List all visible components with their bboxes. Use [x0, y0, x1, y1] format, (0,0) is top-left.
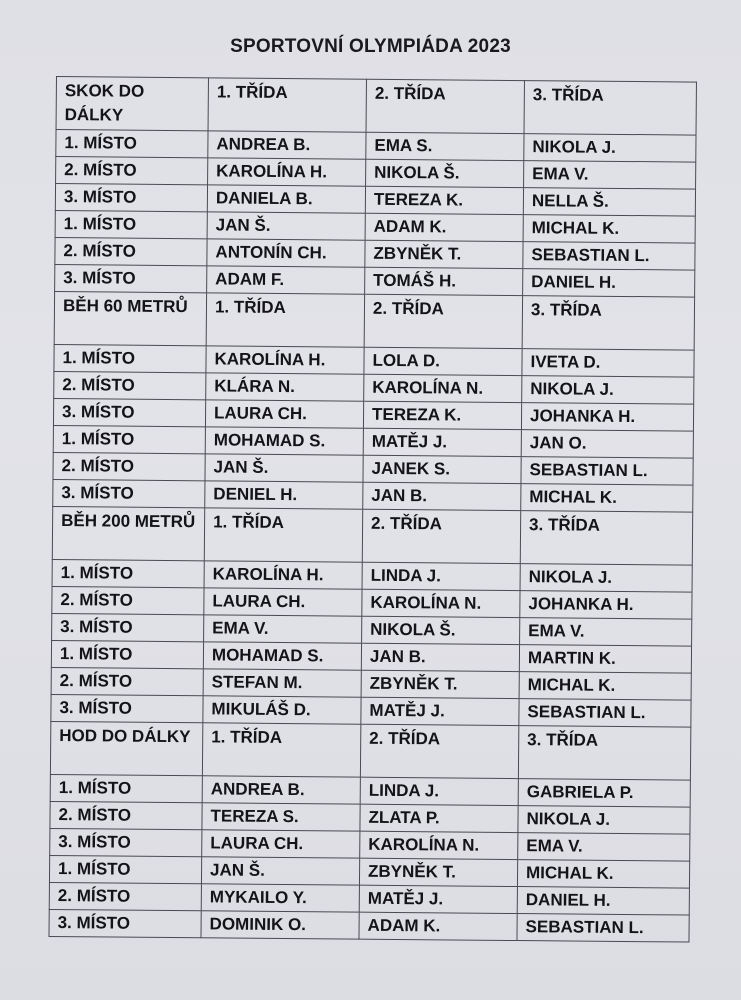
class-header: 2. TŘÍDA — [362, 509, 520, 563]
winner-cell: LINDA J. — [362, 562, 520, 590]
winner-cell: TEREZA K. — [363, 401, 521, 429]
winner-cell: KAROLÍNA H. — [208, 158, 366, 186]
results-body — [49, 77, 696, 943]
place-cell: 1. MÍSTO — [53, 425, 205, 453]
class-header: 1. TŘÍDA — [206, 293, 364, 347]
place-cell: 3. MÍSTO — [53, 398, 205, 426]
place-cell: 1. MÍSTO — [52, 559, 204, 587]
winner-cell: MICHAL K. — [523, 215, 695, 243]
winner-cell: NIKOLA Š. — [366, 159, 524, 187]
winner-cell: DOMINIK O. — [201, 911, 359, 939]
place-cell: 1. MÍSTO — [51, 640, 203, 668]
winner-cell: MOHAMAD S. — [205, 427, 363, 455]
place-cell: 2. MÍSTO — [52, 586, 204, 614]
winner-cell: MYKAILO Y. — [201, 884, 359, 912]
winner-cell: DANIELA B. — [207, 185, 365, 213]
event-name: HOD DO DÁLKY — [50, 721, 202, 775]
winner-cell: JAN Š. — [205, 454, 363, 482]
winner-cell: JAN O. — [521, 430, 693, 458]
winner-cell: KAROLÍNA N. — [362, 589, 520, 617]
winner-cell: MARTIN K. — [519, 645, 691, 673]
place-cell: 1. MÍSTO — [50, 774, 202, 802]
section-header-row — [52, 506, 692, 565]
winner-cell: ADAM K. — [359, 912, 517, 940]
winner-cell: EMA V. — [518, 833, 690, 861]
event-name: SKOK DO DÁLKY — [56, 77, 208, 131]
place-cell: 2. MÍSTO — [50, 801, 202, 829]
section-header-row — [54, 291, 694, 350]
winner-cell: KAROLÍNA H. — [206, 346, 364, 374]
winner-cell: ZBYNĚK T. — [361, 670, 519, 698]
winner-cell: SEBASTIAN L. — [521, 457, 693, 485]
class-header: 2. TŘÍDA — [360, 724, 518, 778]
place-cell: 3. MÍSTO — [49, 909, 201, 937]
winner-cell: ANTONÍN CH. — [207, 239, 365, 267]
winner-cell: JAN B. — [363, 482, 521, 510]
class-header: 2. TŘÍDA — [364, 294, 522, 348]
winner-cell: LAURA CH. — [205, 400, 363, 428]
winner-cell: MATĚJ J. — [359, 885, 517, 913]
winner-cell: LAURA CH. — [202, 830, 360, 858]
section-header-row — [50, 721, 690, 780]
winner-cell: KLÁRA N. — [206, 373, 364, 401]
table-row — [49, 909, 689, 942]
winner-cell: NELLA Š. — [523, 188, 695, 216]
page-title: SPORTOVNÍ OLYMPIÁDA 2023 — [230, 36, 511, 57]
winner-cell: MOHAMAD S. — [203, 642, 361, 670]
winner-cell: NIKOLA J. — [518, 806, 690, 834]
winner-cell: ADAM K. — [365, 213, 523, 241]
winner-cell: ANDREA B. — [208, 131, 366, 159]
winner-cell: EMA S. — [366, 132, 524, 160]
place-cell: 3. MÍSTO — [51, 694, 203, 722]
class-header: 1. TŘÍDA — [208, 78, 366, 132]
class-header: 3. TŘÍDA — [520, 511, 692, 565]
winner-cell: ANDREA B. — [202, 776, 360, 804]
winner-cell: TOMÁŠ H. — [365, 267, 523, 295]
winner-cell: TEREZA S. — [202, 803, 360, 831]
place-cell: 1. MÍSTO — [56, 130, 208, 158]
winner-cell: KAROLÍNA H. — [204, 561, 362, 589]
place-cell: 3. MÍSTO — [53, 479, 205, 507]
winner-cell: KAROLÍNA N. — [364, 374, 522, 402]
winner-cell: JAN Š. — [207, 212, 365, 240]
place-cell: 3. MÍSTO — [50, 828, 202, 856]
winner-cell: ZLATA P. — [360, 804, 518, 832]
winner-cell: DENIEL H. — [205, 481, 363, 509]
winner-cell: NIKOLA J. — [520, 564, 692, 592]
winner-cell: SEBASTIAN L. — [519, 699, 691, 727]
event-name: BĚH 200 METRŮ — [52, 506, 204, 560]
winner-cell: ADAM F. — [207, 266, 365, 294]
class-header: 2. TŘÍDA — [366, 79, 524, 133]
winner-cell: NIKOLA J. — [522, 376, 694, 404]
results-table — [48, 76, 696, 943]
winner-cell: GABRIELA P. — [518, 779, 690, 807]
winner-cell: SEBASTIAN L. — [523, 242, 695, 270]
winner-cell: ZBYNĚK T. — [365, 240, 523, 268]
class-header: 1. TŘÍDA — [202, 723, 360, 777]
winner-cell: JAN Š. — [201, 857, 359, 885]
event-name: BĚH 60 METRŮ — [54, 291, 206, 345]
class-header: 3. TŘÍDA — [518, 726, 690, 780]
place-cell: 2. MÍSTO — [51, 667, 203, 695]
place-cell: 2. MÍSTO — [56, 157, 208, 185]
winner-cell: IVETA D. — [522, 349, 694, 377]
place-cell: 2. MÍSTO — [53, 452, 205, 480]
winner-cell: DANIEL H. — [523, 269, 695, 297]
class-header: 3. TŘÍDA — [522, 296, 694, 350]
winner-cell: SEBASTIAN L. — [517, 914, 689, 942]
winner-cell: STEFAN M. — [203, 669, 361, 697]
section-header-row — [56, 77, 696, 136]
class-header: 3. TŘÍDA — [524, 81, 696, 135]
winner-cell: EMA V. — [520, 618, 692, 646]
place-cell: 2. MÍSTO — [49, 882, 201, 910]
winner-cell: NIKOLA J. — [524, 134, 696, 162]
winner-cell: JAN B. — [361, 643, 519, 671]
winner-cell: MIKULÁŠ D. — [203, 696, 361, 724]
winner-cell: MICHAL K. — [517, 860, 689, 888]
place-cell: 3. MÍSTO — [55, 264, 207, 292]
winner-cell: NIKOLA Š. — [362, 616, 520, 644]
winner-cell: MICHAL K. — [519, 672, 691, 700]
class-header: 1. TŘÍDA — [204, 508, 362, 562]
place-cell: 2. MÍSTO — [55, 237, 207, 265]
place-cell: 2. MÍSTO — [54, 371, 206, 399]
winner-cell: LOLA D. — [364, 347, 522, 375]
winner-cell: DANIEL H. — [517, 887, 689, 915]
winner-cell: JANEK S. — [363, 455, 521, 483]
winner-cell: JOHANKA H. — [520, 591, 692, 619]
winner-cell: JOHANKA H. — [521, 403, 693, 431]
winner-cell: MATĚJ J. — [361, 697, 519, 725]
winner-cell: KAROLÍNA N. — [360, 831, 518, 859]
place-cell: 3. MÍSTO — [52, 613, 204, 641]
winner-cell: MICHAL K. — [521, 484, 693, 512]
place-cell: 3. MÍSTO — [55, 184, 207, 212]
winner-cell: LINDA J. — [360, 777, 518, 805]
place-cell: 1. MÍSTO — [49, 855, 201, 883]
winner-cell: EMA V. — [524, 161, 696, 189]
winner-cell: EMA V. — [204, 615, 362, 643]
winner-cell: LAURA CH. — [204, 588, 362, 616]
winner-cell: TEREZA K. — [365, 186, 523, 214]
place-cell: 1. MÍSTO — [55, 210, 207, 238]
winner-cell: ZBYNĚK T. — [359, 858, 517, 886]
winner-cell: MATĚJ J. — [363, 428, 521, 456]
place-cell: 1. MÍSTO — [54, 344, 206, 372]
